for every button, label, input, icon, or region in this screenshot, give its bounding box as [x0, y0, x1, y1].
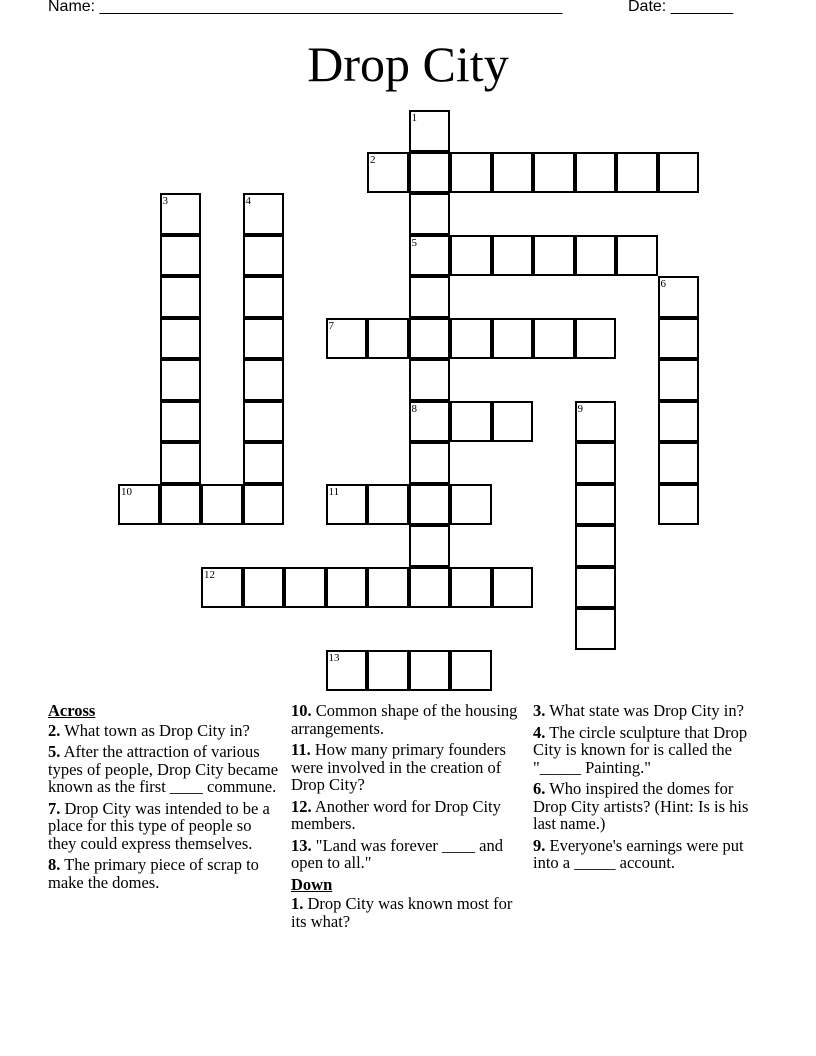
- clue-number: 8: [411, 402, 417, 415]
- grid-cell[interactable]: [160, 235, 202, 277]
- grid-cell[interactable]: [409, 650, 451, 692]
- grid-cell[interactable]: [575, 401, 617, 443]
- grid-cell[interactable]: [409, 484, 451, 526]
- grid-cell[interactable]: [575, 525, 617, 567]
- grid-cell[interactable]: [243, 442, 285, 484]
- down-heading: Down: [291, 874, 333, 894]
- grid-cell[interactable]: [492, 318, 534, 360]
- grid-cell[interactable]: [409, 318, 451, 360]
- grid-cell[interactable]: [450, 152, 492, 194]
- grid-cell[interactable]: [575, 484, 617, 526]
- clue-item: [48, 800, 280, 853]
- date-field-label[interactable]: Date: _______: [628, 0, 733, 15]
- grid-cell[interactable]: [409, 359, 451, 401]
- clue-item-number: 13.: [291, 835, 312, 855]
- grid-cell[interactable]: [201, 484, 243, 526]
- grid-cell[interactable]: [575, 567, 617, 609]
- clue-item: [291, 798, 523, 833]
- clue-item-number: 9.: [533, 835, 546, 855]
- grid-cell[interactable]: [409, 401, 451, 443]
- clue-number: 5: [411, 236, 417, 249]
- grid-cell[interactable]: [243, 276, 285, 318]
- clue-number: 11: [328, 485, 340, 498]
- grid-cell[interactable]: [575, 152, 617, 194]
- grid-cell[interactable]: [367, 567, 409, 609]
- grid-cell[interactable]: [658, 442, 700, 484]
- clue-item-number: 7.: [48, 798, 61, 818]
- grid-cell[interactable]: [450, 401, 492, 443]
- clue-item-text: How many primary founders were involved in the creation of Drop City?: [291, 740, 506, 794]
- clue-column-2: [291, 702, 523, 934]
- clue-item-number: 10.: [291, 701, 312, 720]
- grid-cell[interactable]: [658, 152, 700, 194]
- clue-number: 12: [204, 568, 215, 581]
- clue-column-1: [48, 702, 280, 895]
- grid-cell[interactable]: [492, 401, 534, 443]
- grid-cell[interactable]: [450, 318, 492, 360]
- clue-item-number: 12.: [291, 796, 312, 816]
- grid-cell[interactable]: [658, 318, 700, 360]
- grid-cell[interactable]: [533, 235, 575, 277]
- clue-item-number: 6.: [533, 779, 546, 798]
- clue-item-text: Everyone's earnings were put into a _____ account.: [533, 835, 744, 872]
- grid-cell[interactable]: [326, 567, 368, 609]
- clue-number: 3: [162, 195, 168, 207]
- grid-cell[interactable]: [326, 650, 368, 692]
- clue-item-number: 11.: [291, 740, 311, 759]
- grid-cell[interactable]: [409, 567, 451, 609]
- grid-cell[interactable]: [201, 567, 243, 609]
- clue-item: [48, 856, 280, 891]
- grid-cell[interactable]: [575, 442, 617, 484]
- grid-cell[interactable]: [658, 276, 700, 318]
- grid-cell[interactable]: [658, 401, 700, 443]
- grid-cell[interactable]: [533, 318, 575, 360]
- grid-cell[interactable]: [492, 152, 534, 194]
- grid-cell[interactable]: [409, 525, 451, 567]
- puzzle-title: Drop City: [307, 36, 509, 92]
- grid-cell[interactable]: [160, 276, 202, 318]
- clue-number: 1: [411, 112, 417, 124]
- name-field-label[interactable]: Name: ____________________________________________________: [48, 0, 563, 15]
- clue-item-number: 3.: [533, 701, 546, 720]
- clue-number: 6: [660, 278, 666, 290]
- grid-cell[interactable]: [450, 567, 492, 609]
- grid-cell[interactable]: [160, 193, 202, 235]
- clue-item-number: 1.: [291, 894, 304, 913]
- grid-cell[interactable]: [243, 359, 285, 401]
- grid-cell[interactable]: [326, 318, 368, 360]
- clue-item: [533, 724, 765, 777]
- grid-cell[interactable]: [118, 484, 160, 526]
- grid-cell[interactable]: [575, 318, 617, 360]
- clue-number: 2: [370, 153, 376, 166]
- clue-item-text: Drop City was intended to be a place for this type of people so they could express themselves.: [48, 798, 270, 853]
- clue-item-text: Another word for Drop City members.: [291, 796, 501, 833]
- clue-item: [533, 780, 765, 833]
- grid-cell[interactable]: [243, 318, 285, 360]
- grid-cell[interactable]: [616, 152, 658, 194]
- clue-item-number: 4.: [533, 722, 546, 742]
- grid-cell[interactable]: [326, 484, 368, 526]
- grid-cell[interactable]: [367, 484, 409, 526]
- clue-item-text: After the attraction of various types of people, Drop City became known as the first ____ commune.: [48, 742, 279, 796]
- clue-item-text: Common shape of the housing arrangements.: [291, 701, 518, 738]
- grid-cell[interactable]: [575, 608, 617, 650]
- clue-item-text: The circle sculpture that Drop City is known for is called the "_____ Painting.": [533, 722, 748, 777]
- grid-cell[interactable]: [533, 152, 575, 194]
- clue-item: [48, 743, 280, 796]
- grid-cell[interactable]: [575, 235, 617, 277]
- grid-cell[interactable]: [367, 318, 409, 360]
- clue-item: [291, 741, 523, 794]
- grid-cell[interactable]: [160, 442, 202, 484]
- grid-cell[interactable]: [409, 110, 451, 152]
- clue-item: [48, 722, 280, 740]
- clue-item: [291, 837, 523, 872]
- grid-cell[interactable]: [409, 193, 451, 235]
- grid-cell[interactable]: [409, 276, 451, 318]
- clue-item-text: Drop City was known most for its what?: [291, 894, 513, 931]
- clue-item-text: What state was Drop City in?: [545, 701, 744, 720]
- grid-cell[interactable]: [492, 235, 534, 277]
- clue-number: 13: [328, 651, 340, 664]
- grid-cell[interactable]: [367, 152, 409, 194]
- grid-cell[interactable]: [243, 193, 285, 235]
- grid-cell[interactable]: [409, 442, 451, 484]
- grid-cell[interactable]: [616, 235, 658, 277]
- clue-number: 4: [245, 195, 251, 207]
- grid-cell[interactable]: [492, 567, 534, 609]
- clue-item: [533, 837, 765, 872]
- clue-item: [291, 702, 523, 737]
- grid-cell[interactable]: [160, 318, 202, 360]
- grid-cell[interactable]: [284, 567, 326, 609]
- grid-cell[interactable]: [450, 650, 492, 692]
- clue-item-text: The primary piece of scrap to make the domes.: [48, 855, 259, 892]
- clue-number: 10: [121, 485, 132, 498]
- clue-item-text: "Land was forever ____ and open to all.": [291, 835, 504, 872]
- clue-number: 7: [328, 319, 334, 332]
- grid-cell[interactable]: [658, 359, 700, 401]
- clue-item-text: Who inspired the domes for Drop City artists? (Hint: Is is his last name.): [533, 779, 749, 833]
- grid-cell[interactable]: [658, 484, 700, 526]
- clue-item: [533, 702, 765, 720]
- grid-cell[interactable]: [160, 484, 202, 526]
- grid-cell[interactable]: [243, 567, 285, 609]
- clue-item-number: 5.: [48, 742, 61, 761]
- clue-item: [291, 895, 523, 930]
- grid-cell[interactable]: [160, 401, 202, 443]
- clue-number: 9: [577, 402, 583, 415]
- grid-cell[interactable]: [243, 235, 285, 277]
- clue-item-number: 8.: [48, 855, 61, 874]
- grid-cell[interactable]: [160, 359, 202, 401]
- grid-cell[interactable]: [409, 152, 451, 194]
- grid-cell[interactable]: [450, 235, 492, 277]
- clue-item-number: 2.: [48, 720, 61, 740]
- grid-cell[interactable]: [409, 235, 451, 277]
- grid-cell[interactable]: [450, 484, 492, 526]
- grid-cell[interactable]: [367, 650, 409, 692]
- clue-item-text: What town as Drop City in?: [60, 720, 250, 740]
- clue-column-3: [533, 702, 765, 876]
- across-heading: Across: [48, 701, 96, 720]
- grid-cell[interactable]: [243, 484, 285, 526]
- grid-cell[interactable]: [243, 401, 285, 443]
